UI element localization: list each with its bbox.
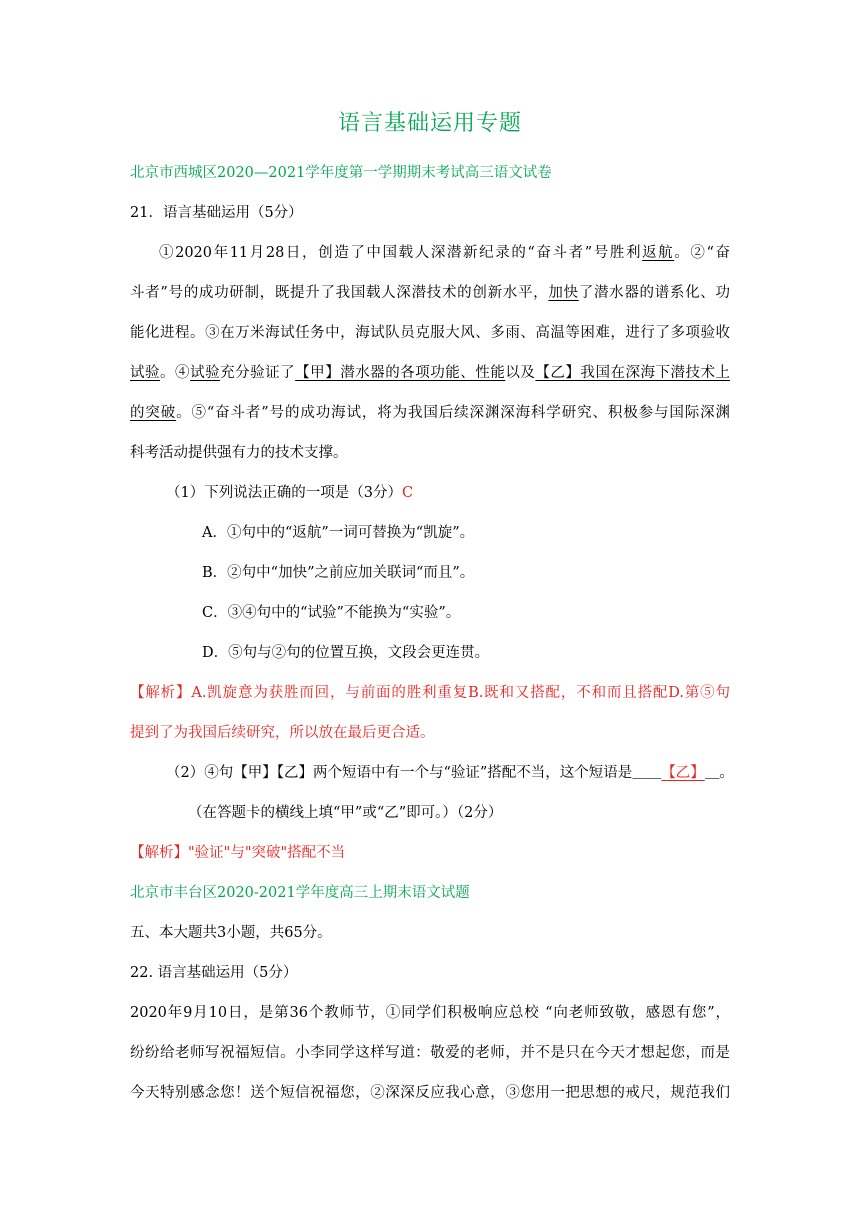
analysis-label: 【解析】 [130, 685, 192, 701]
sub2-note: （在答题卡的横线上填“甲”或“乙”即可。）（2分） [188, 805, 503, 821]
sub1-analysis-line-1: 【解析】A.凯旋意为获胜而回，与前面的胜利重复B.既和又搭配，不和而且搭配D.第⑤句 [130, 685, 731, 701]
sub1-analysis-line-2: 提到了为我国后续研究，所以放在最后更合适。 [130, 725, 435, 741]
passage-line-4: 试验。④试验充分验证了【甲】潜水器的各项功能、性能以及【乙】我国在深海下潜技术上 [130, 365, 731, 381]
source-fengtai: 北京市丰台区2020-2021学年度高三上期末语文试题 [130, 885, 470, 901]
passage-line-1: ①2020年11月28日，创造了中国载人深潜新纪录的“奋斗者”号胜利返航。②“奋 [159, 245, 730, 261]
option-a: A．①句中的“返航”一词可替换为“凯旋”。 [202, 525, 475, 541]
q22-line-2: 纷纷给老师写祝福短信。小李同学这样写道：敬爱的老师，并不是只在今天才想起您，而是 [130, 1045, 730, 1061]
sub2-question: （2）④句【甲】【乙】两个短语中有一个与“验证”搭配不当，这个短语是＿＿【乙】＿。 [166, 765, 734, 781]
q22-line-3: 今天特别感念您！送个短信祝福您，②深深反应我心意，③您用一把思想的戒尺，规范我们 [130, 1085, 730, 1101]
option-c: C．③④句中的“试验”不能换为“实验”。 [202, 605, 461, 621]
sub2-answer: 【乙】 [661, 765, 705, 781]
passage-line-5: 的突破。⑤“奋斗者”号的成功海试，将为我国后续深渊深海科学研究、积极参与国际深渊 [130, 405, 731, 421]
option-b: B．②句中“加快”之前应加关联词“而且”。 [202, 565, 475, 581]
passage-line-6: 科考活动提供强有力的技术支撑。 [130, 445, 348, 461]
sub2-analysis: 【解析】"验证"与"突破"搭配不当 [130, 845, 346, 861]
sub1-answer: C [401, 485, 414, 501]
option-d: D．⑤句与②句的位置互换，文段会更连贯。 [202, 645, 490, 661]
q21-heading: 21．语言基础运用（5分） [130, 205, 303, 221]
q22-line-1: 2020年9月10日，是第36个教师节，①同学们积极响应总校 “向老师致敬，感恩有您”， [130, 1005, 730, 1021]
q22-heading: 22. 语言基础运用（5分） [130, 965, 298, 981]
part-heading: 五、本大题共3小题，共65分。 [130, 925, 332, 941]
page-title: 语言基础运用专题 [337, 111, 522, 136]
source-xicheng: 北京市西城区2020—2021学年度第一学期期末考试高三语文试卷 [130, 165, 552, 181]
passage-line-3: 能化进程。③在万米海试任务中，海试队员克服大风、多雨、高温等困难，进行了多项验收 [130, 325, 730, 341]
sub1-question: （1）下列说法正确的一项是（3分）C [166, 485, 414, 501]
passage-line-2: 斗者”号的成功研制，既提升了我国载人深潜技术的创新水平，加快了潜水器的谱系化、功 [130, 285, 730, 301]
